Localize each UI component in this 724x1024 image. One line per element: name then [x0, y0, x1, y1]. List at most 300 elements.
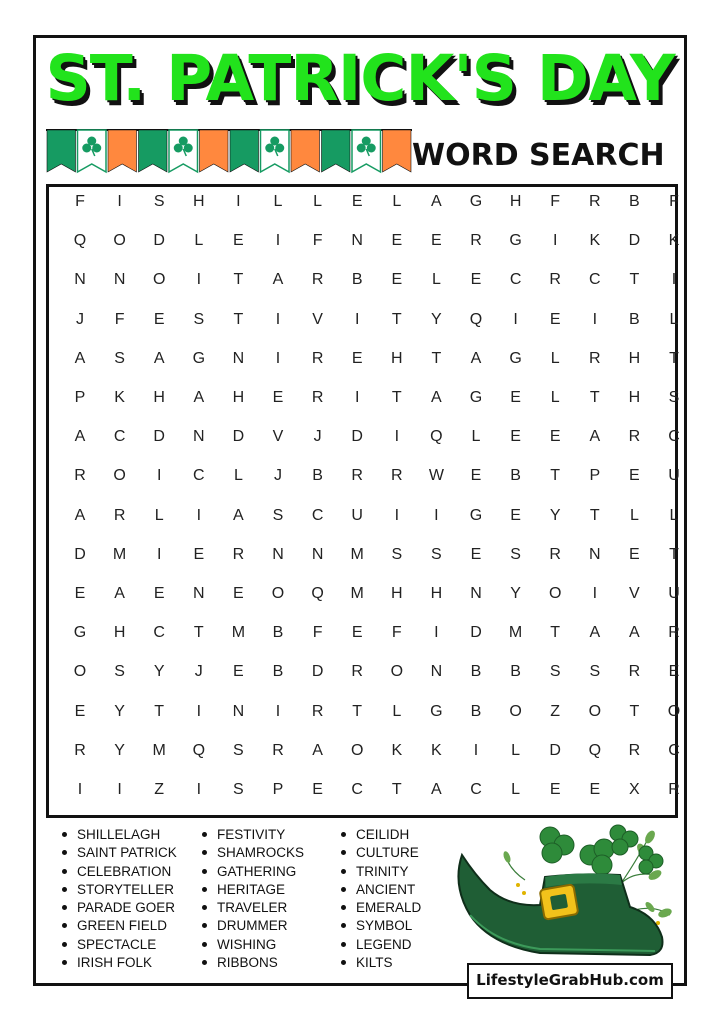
grid-letter: T: [589, 506, 600, 524]
word-list-item: [62, 844, 177, 862]
grid-letter: N: [232, 702, 245, 720]
word-grid: [46, 184, 681, 818]
grid-letter: M: [350, 585, 364, 602]
word-label: CULTURE: [356, 845, 419, 861]
grid-letter: I: [117, 781, 122, 798]
word-list-item: [62, 826, 177, 844]
grid-letter: G: [192, 349, 206, 367]
grid-letter: E: [391, 271, 403, 289]
grid-letter: Q: [192, 741, 206, 759]
grid-letter: M: [112, 545, 127, 563]
word-list-column-2: [202, 826, 304, 972]
grid-letter: T: [669, 349, 679, 367]
grid-letter: I: [552, 232, 558, 250]
bullet-icon: [202, 869, 207, 874]
grid-letter: R: [589, 193, 601, 210]
grid-letter: G: [469, 506, 483, 524]
word-label: SPECTACLE: [77, 936, 157, 952]
word-label: SHAMROCKS: [217, 845, 305, 861]
grid-letter: B: [272, 663, 284, 681]
grid-letter: A: [629, 624, 640, 642]
grid-letter: A: [272, 271, 284, 289]
bullet-icon: [341, 905, 346, 910]
grid-letter: T: [629, 702, 640, 720]
grid-letter: Y: [114, 702, 125, 720]
grid-letter: L: [233, 467, 243, 485]
bullet-icon: [341, 887, 346, 892]
grid-letter: S: [233, 741, 244, 759]
bunting-flag: [291, 130, 320, 172]
grid-letter: O: [548, 585, 562, 602]
grid-letter: Z: [154, 781, 165, 798]
grid-letter: C: [311, 506, 324, 524]
grid-letter: T: [193, 624, 204, 642]
grid-letter: C: [470, 781, 482, 798]
word-list-item: [341, 936, 421, 954]
grid-letter: Q: [430, 428, 443, 446]
grid-letter: B: [510, 663, 521, 681]
grid-letter: E: [351, 624, 363, 642]
bullet-icon: [62, 942, 67, 947]
grid-letter: I: [275, 232, 281, 250]
grid-letter: E: [74, 702, 86, 720]
grid-letter: I: [473, 741, 479, 759]
grid-letter: E: [510, 506, 521, 524]
grid-letter: F: [550, 193, 561, 210]
word-label: CELEBRATION: [77, 863, 172, 879]
grid-letter: R: [74, 467, 86, 485]
grid-letter: C: [153, 624, 165, 642]
grid-letter: I: [77, 781, 83, 798]
grid-letter: I: [156, 467, 162, 485]
bullet-icon: [202, 887, 207, 892]
grid-letter: E: [589, 781, 601, 798]
grid-letter: G: [509, 349, 522, 367]
grid-letter: A: [114, 585, 125, 602]
page-subtitle: WORD SEARCH: [412, 138, 665, 173]
word-list-item: [202, 954, 304, 972]
grid-letter: R: [549, 271, 561, 289]
grid-letter: N: [113, 271, 126, 289]
grid-letter: S: [668, 389, 680, 406]
grid-letter: V: [312, 310, 323, 328]
word-list-item: [62, 936, 177, 954]
grid-letter: O: [73, 663, 87, 681]
grid-letter: I: [394, 428, 400, 446]
grid-letter: L: [511, 781, 521, 798]
grid-letter: O: [509, 702, 522, 720]
grid-letter: T: [391, 310, 402, 328]
bullet-icon: [202, 832, 207, 837]
grid-letter: I: [156, 545, 162, 563]
bunting-flag: [108, 130, 137, 172]
grid-letter: H: [193, 193, 205, 210]
grid-letter: E: [668, 663, 680, 681]
grid-letter: K: [391, 741, 403, 759]
grid-letter: T: [550, 467, 561, 485]
grid-letter: T: [233, 271, 244, 289]
grid-letter: E: [351, 349, 363, 367]
bunting-flag: [352, 130, 381, 172]
grid-letter: I: [196, 506, 202, 524]
grid-letter: R: [351, 467, 363, 485]
grid-letter: A: [153, 349, 165, 367]
page-title: ST. PATRICK'S DAY: [45, 42, 675, 115]
leprechaun-boot-icon: [450, 815, 680, 965]
bunting-flag: [139, 130, 168, 172]
grid-letter: O: [588, 702, 602, 720]
grid-letter: E: [510, 428, 521, 446]
bullet-icon: [62, 850, 67, 855]
grid-letter: C: [351, 781, 363, 798]
grid-letter: P: [589, 467, 601, 485]
grid-letter: R: [628, 663, 641, 681]
grid-letter: D: [232, 428, 245, 446]
bunting-flag: [47, 130, 76, 172]
grid-letter: O: [113, 232, 126, 250]
grid-letter: L: [154, 506, 164, 524]
grid-letter: K: [431, 741, 442, 759]
grid-letter: R: [628, 428, 641, 446]
grid-letter: E: [470, 545, 482, 563]
bullet-icon: [202, 923, 207, 928]
word-label: TRINITY: [356, 863, 409, 879]
bullet-icon: [62, 869, 67, 874]
word-list-item: [202, 936, 304, 954]
grid-letter: V: [272, 428, 284, 446]
grid-letter: G: [469, 193, 483, 210]
grid-letter: A: [431, 389, 442, 406]
grid-letter: A: [312, 741, 323, 759]
bullet-icon: [341, 850, 346, 855]
grid-letter: L: [273, 193, 283, 210]
bullet-icon: [62, 832, 67, 837]
grid-letter: I: [354, 389, 360, 406]
grid-letter: M: [350, 545, 364, 563]
grid-letter: E: [233, 663, 244, 681]
word-list-item: [341, 826, 421, 844]
grid-letter: R: [668, 781, 680, 798]
grid-letter: R: [232, 545, 245, 563]
bunting-flag: [78, 130, 107, 172]
grid-letter: S: [391, 545, 403, 563]
grid-letter: Q: [588, 741, 602, 759]
grid-letter: C: [113, 428, 126, 446]
grid-letter: U: [668, 467, 680, 485]
grid-letter: J: [313, 428, 322, 446]
grid-letter: O: [113, 467, 126, 485]
grid-letter: J: [274, 467, 282, 485]
word-list-column-3: [341, 826, 421, 972]
grid-letter: D: [351, 428, 363, 446]
grid-letter: E: [391, 232, 403, 250]
grid-letter: R: [311, 349, 324, 367]
grid-letter: L: [431, 271, 441, 289]
grid-letter: I: [513, 310, 518, 328]
grid-letter: R: [470, 232, 482, 250]
grid-letter: A: [431, 781, 442, 798]
grid-letter: H: [391, 349, 403, 367]
word-label: LEGEND: [356, 936, 412, 952]
grid-letter: N: [430, 663, 443, 681]
grid-letter: R: [74, 741, 86, 759]
word-list-column-1: [62, 826, 177, 972]
grid-letter: T: [669, 545, 679, 563]
grid-letter: J: [76, 310, 84, 328]
word-label: GREEN FIELD: [77, 918, 168, 934]
grid-letter: H: [113, 624, 126, 642]
grid-letter: F: [312, 624, 323, 642]
grid-letter: D: [549, 741, 561, 759]
grid-letter: G: [469, 389, 483, 406]
word-label: IRISH FOLK: [77, 955, 153, 971]
word-list-item: [62, 899, 177, 917]
grid-letter: I: [275, 349, 281, 367]
grid-letter: I: [196, 781, 202, 798]
grid-letter: E: [153, 310, 165, 328]
grid-letter: A: [470, 349, 482, 367]
grid-letter: N: [193, 585, 205, 602]
grid-letter: H: [153, 389, 165, 406]
grid-letter: A: [74, 506, 86, 524]
bullet-icon: [202, 905, 207, 910]
grid-letter: R: [311, 702, 324, 720]
word-list-item: [62, 863, 177, 881]
grid-letter: E: [233, 232, 244, 250]
grid-letter: M: [231, 624, 246, 642]
grid-letter: H: [430, 585, 443, 602]
grid-letter: H: [628, 389, 641, 406]
grid-letter: I: [196, 702, 202, 720]
grid-letter: C: [509, 271, 522, 289]
grid-letter: L: [669, 506, 679, 524]
word-list-item: [202, 826, 304, 844]
grid-letter: E: [629, 545, 640, 563]
grid-letter: I: [117, 193, 122, 210]
grid-letter: L: [313, 193, 323, 210]
grid-letter: C: [589, 271, 601, 289]
word-label: GATHERING: [217, 863, 297, 879]
word-label: DRUMMER: [217, 918, 288, 934]
bullet-icon: [341, 869, 346, 874]
grid-letter: P: [272, 781, 284, 798]
grid-letter: T: [391, 389, 402, 406]
word-label: SAINT PATRICK: [77, 845, 177, 861]
grid-letter: M: [152, 741, 166, 759]
grid-letter: T: [391, 781, 402, 798]
bullet-icon: [341, 832, 346, 837]
word-label: CEILIDH: [356, 827, 410, 842]
grid-letter: I: [434, 624, 439, 642]
grid-letter: D: [628, 232, 641, 250]
word-label: ANCIENT: [356, 881, 416, 897]
grid-letter: Y: [153, 663, 165, 681]
grid-letter: K: [589, 232, 601, 250]
grid-letter: B: [312, 467, 323, 485]
word-list-item: [62, 917, 177, 935]
grid-letter: R: [311, 389, 324, 406]
grid-letter: F: [75, 193, 85, 210]
grid-letter: U: [351, 506, 363, 524]
grid-letter: T: [589, 389, 600, 406]
grid-letter: E: [233, 585, 244, 602]
word-label: STORYTELLER: [77, 881, 175, 897]
grid-letter: E: [351, 193, 363, 210]
grid-letter: V: [629, 585, 640, 602]
grid-letter: F: [312, 232, 323, 250]
bullet-icon: [341, 942, 346, 947]
bullet-icon: [62, 923, 67, 928]
word-list-item: [341, 954, 421, 972]
grid-letter: Q: [311, 585, 324, 602]
word-list-item: [202, 863, 304, 881]
bullet-icon: [202, 850, 207, 855]
grid-letter: D: [311, 663, 324, 681]
grid-letter: C: [668, 428, 680, 446]
grid-letter: R: [351, 663, 363, 681]
bullet-icon: [202, 960, 207, 965]
grid-letter: T: [352, 702, 363, 720]
grid-letter: E: [549, 310, 561, 328]
grid-letter: Q: [469, 310, 483, 328]
grid-letter: M: [508, 624, 523, 642]
grid-letter: E: [510, 389, 521, 406]
word-label: EMERALD: [356, 900, 422, 916]
grid-letter: L: [669, 310, 679, 328]
grid-letter: F: [391, 624, 402, 642]
grid-letter: K: [114, 389, 125, 406]
bunting-flag: [383, 130, 412, 172]
grid-letter: E: [153, 585, 165, 602]
grid-letter: Y: [431, 310, 442, 328]
grid-letter: E: [470, 271, 482, 289]
grid-letter: F: [114, 310, 125, 328]
grid-letter: N: [272, 545, 284, 563]
word-label: SHILLELAGH: [77, 827, 161, 842]
grid-letter: A: [589, 428, 601, 446]
grid-letter: N: [193, 428, 205, 446]
grid-letter: G: [430, 702, 443, 720]
grid-letter: E: [193, 545, 205, 563]
grid-letter: P: [74, 389, 86, 406]
word-label: HERITAGE: [217, 881, 286, 897]
grid-letter: S: [272, 506, 284, 524]
grid-letter: D: [74, 545, 86, 563]
word-list-item: [62, 881, 177, 899]
grid-letter: L: [471, 428, 481, 446]
word-list-item: [341, 917, 421, 935]
grid-letter: C: [668, 741, 680, 759]
grid-letter: Y: [114, 741, 125, 759]
grid-letter: H: [509, 193, 522, 210]
website-label: LifestyleGrabHub.com: [467, 963, 673, 999]
bullet-icon: [62, 887, 67, 892]
grid-letter: E: [431, 232, 442, 250]
grid-letter: K: [668, 232, 680, 250]
grid-letter: I: [434, 506, 439, 524]
word-list-item: [202, 917, 304, 935]
grid-letter: B: [272, 624, 284, 642]
grid-letter: A: [233, 506, 244, 524]
grid-letter: I: [196, 271, 202, 289]
grid-letter: X: [629, 781, 640, 798]
grid-letter: D: [153, 232, 165, 250]
word-label: WISHING: [217, 936, 277, 952]
grid-letter: S: [114, 663, 125, 681]
grid-letter: S: [153, 193, 165, 210]
grid-letter: R: [549, 545, 561, 563]
grid-letter: F: [669, 193, 679, 210]
grid-letter: N: [232, 349, 245, 367]
grid-letter: T: [154, 702, 165, 720]
grid-letter: I: [275, 702, 281, 720]
grid-letter: E: [549, 781, 561, 798]
grid-letter: Z: [550, 702, 561, 720]
word-list-item: [202, 899, 304, 917]
grid-letter: N: [311, 545, 324, 563]
grid-letter: B: [629, 310, 640, 328]
grid-letter: T: [550, 624, 561, 642]
bullet-icon: [202, 942, 207, 947]
bunting-flag: [322, 130, 351, 172]
grid-letter: A: [193, 389, 205, 406]
grid-letter: R: [391, 467, 403, 485]
grid-letter: E: [470, 467, 482, 485]
grid-letter: B: [351, 271, 363, 289]
grid-letter: Y: [549, 506, 561, 524]
grid-letter: I: [671, 271, 677, 289]
grid-letter: S: [510, 545, 521, 563]
grid-letter: I: [394, 506, 400, 524]
grid-letter: E: [312, 781, 323, 798]
grid-letter: I: [236, 193, 241, 210]
grid-letter: O: [667, 702, 681, 720]
grid-letter: T: [431, 349, 442, 367]
bunting-flag: [261, 130, 290, 172]
grid-letter: D: [470, 624, 482, 642]
grid-letter: I: [592, 585, 598, 602]
grid-letter: T: [629, 271, 640, 289]
grid-letter: S: [193, 310, 205, 328]
grid-letter: O: [390, 663, 404, 681]
grid-letter: L: [392, 193, 402, 210]
bunting-flag: [169, 130, 198, 172]
grid-letter: L: [629, 506, 639, 524]
grid-letter: A: [589, 624, 601, 642]
word-list-item: [62, 954, 177, 972]
grid-letter: L: [194, 232, 204, 250]
grid-letter: R: [272, 741, 284, 759]
grid-letter: B: [470, 702, 482, 720]
bullet-icon: [341, 923, 346, 928]
grid-letter: E: [549, 428, 561, 446]
word-label: SYMBOL: [356, 918, 413, 934]
grid-letter: E: [272, 389, 284, 406]
grid-letter: L: [550, 349, 560, 367]
bullet-icon: [62, 960, 67, 965]
word-label: PARADE GOER: [77, 900, 176, 916]
word-label: RIBBONS: [217, 955, 278, 971]
grid-letter: E: [629, 467, 640, 485]
grid-letter: H: [628, 349, 641, 367]
grid-letter: N: [351, 232, 363, 250]
grid-letter: B: [470, 663, 482, 681]
grid-letter: H: [232, 389, 245, 406]
word-list-item: [202, 881, 304, 899]
word-label: TRAVELER: [217, 900, 288, 916]
bullet-icon: [341, 960, 346, 965]
bunting-flag: [230, 130, 259, 172]
